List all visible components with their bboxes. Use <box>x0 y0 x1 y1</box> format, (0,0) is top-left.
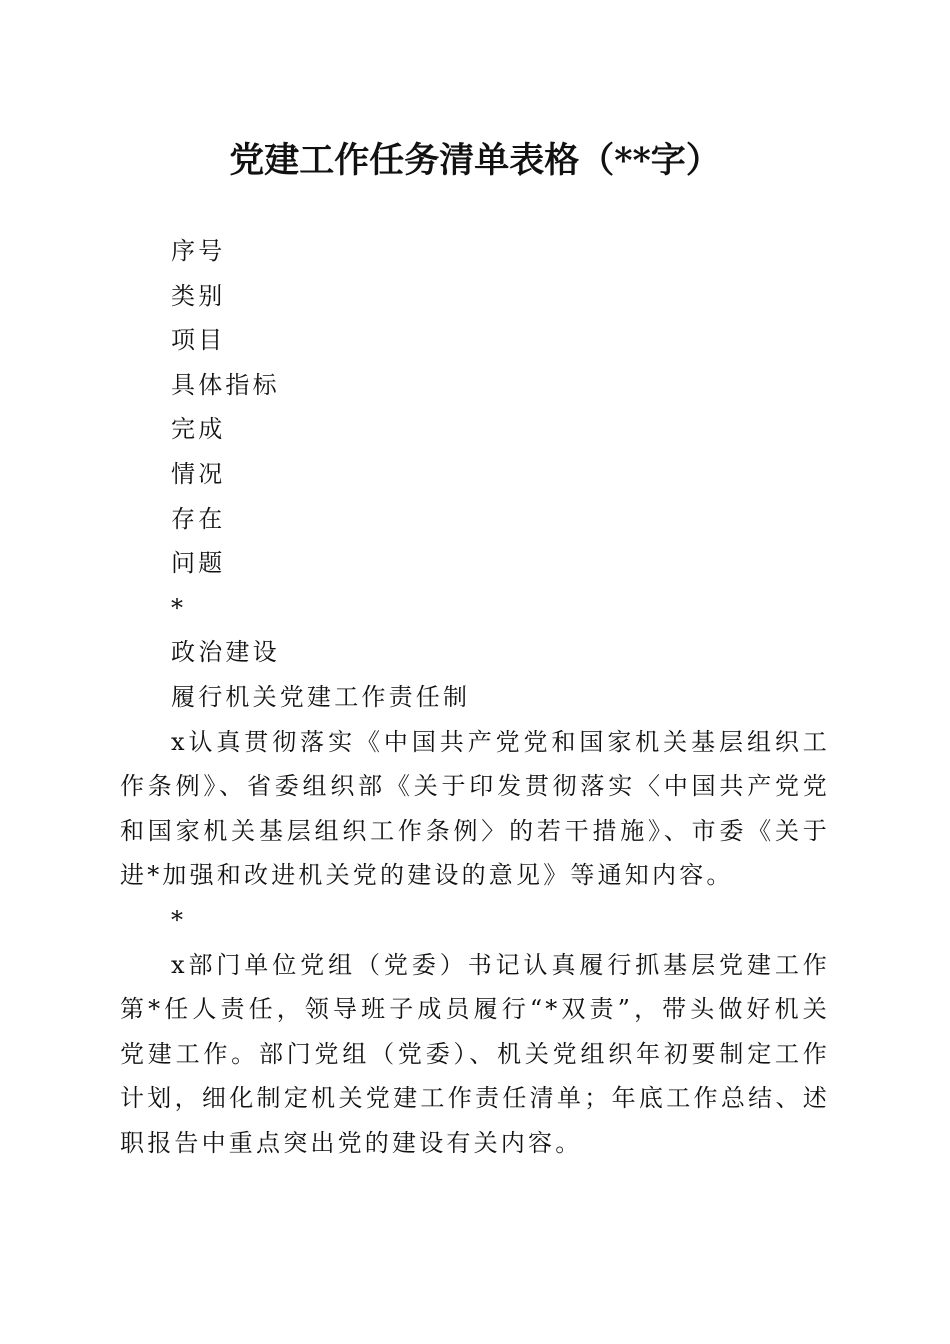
line-completion: 完成 <box>171 415 226 444</box>
line-item: 项目 <box>171 326 226 355</box>
line-specific-indicator: 具体指标 <box>171 370 280 399</box>
paragraph-implementation: x认真贯彻落实《中国共产党党和国家机关基层组织工作条例》、省委组织部《关于印发贯彻落实〈中国共产党党和国家机关基层组织工作条例〉的若干措施》、市委《关于进*加强和改进机关党的建设的意见》等通知内容。 <box>120 727 830 890</box>
line-problems: 问题 <box>171 549 226 578</box>
line-asterisk: * <box>171 593 187 622</box>
line-status: 情况 <box>171 459 226 488</box>
document-title: 党建工作任务清单表格（**字） <box>229 140 721 181</box>
line-responsibility-system: 履行机关党建工作责任制 <box>171 682 471 711</box>
line-serial-number: 序号 <box>171 237 226 265</box>
line-category: 类别 <box>171 281 226 310</box>
document-body <box>120 229 830 1165</box>
paragraph-party-secretary-duties: x部门单位党组（党委）书记认真履行抓基层党建工作第*任人责任，领导班子成员履行“*双责”，带头做好机关党建工作。部门党组（党委）、机关党组织年初要制定工作计划，细化制定机关党建工作责任清单；年底工作总结、述职报告中重点突出党的建设有关内容。 <box>120 950 830 1157</box>
line-political-construction: 政治建设 <box>171 638 280 667</box>
line-existing: 存在 <box>171 504 226 533</box>
separator-asterisk: * <box>171 905 187 934</box>
